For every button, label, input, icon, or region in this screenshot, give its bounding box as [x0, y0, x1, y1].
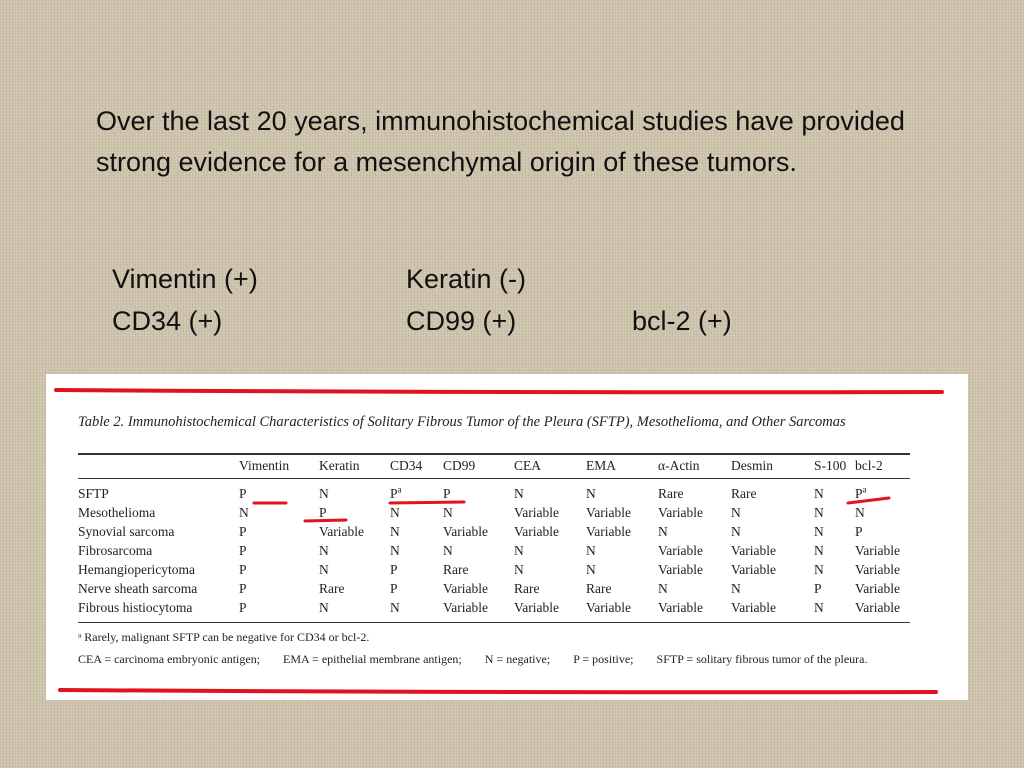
table-cell: N — [319, 600, 329, 615]
abbrev-n: N = negative; — [484, 652, 551, 666]
table-cell: N — [390, 543, 400, 558]
table-cell: N — [390, 524, 400, 539]
table-cell: N — [319, 543, 329, 558]
table-cell: N — [731, 581, 741, 596]
column-header: S-100 — [814, 458, 847, 473]
table-cell: Rare — [658, 486, 684, 501]
marker-vimentin: Vimentin (+) — [112, 264, 258, 294]
abbrev-sftp: SFTP = solitary fibrous tumor of the pleura. — [656, 652, 868, 666]
table-cell: N — [586, 486, 596, 501]
table-cell: Variable — [855, 600, 900, 615]
abbrev-p: P = positive; — [573, 652, 634, 666]
table-caption-number: Table 2. — [78, 414, 125, 430]
column-header: EMA — [586, 458, 616, 473]
table-footnote: ᵃ Rarely, malignant SFTP can be negative for CD34 or bcl-2. — [78, 630, 370, 644]
table-cell: Variable — [855, 543, 900, 558]
table-cell: N — [658, 524, 668, 539]
row-label: SFTP — [78, 486, 109, 501]
table-cell: N — [239, 505, 249, 520]
table-cell: Variable — [514, 600, 559, 615]
marker-cd34: CD34 (+) — [112, 306, 223, 336]
table-cell: N — [443, 543, 453, 558]
table-cell: P — [319, 505, 327, 520]
table-cell: N — [514, 486, 524, 501]
rule-top — [78, 453, 910, 455]
table-cell: Rare — [514, 581, 540, 596]
table-cell: Rare — [319, 581, 345, 596]
red-line-top — [56, 390, 942, 392]
intro-text: Over the last 20 years, immunohistochemical studies have provided strong evidence for a mesenchymal origin of these tumors. — [96, 106, 905, 177]
table-cell: P — [239, 524, 247, 539]
table-cell: N — [390, 505, 400, 520]
table-cell: Variable — [514, 505, 559, 520]
table-cell: N — [814, 486, 824, 501]
table-cell: N — [319, 486, 329, 501]
table-cell: Variable — [731, 562, 776, 577]
table-cell: P — [239, 486, 247, 501]
marker-keratin: Keratin (-) — [406, 264, 527, 294]
table-cell: P — [239, 600, 247, 615]
table-cell: Variable — [443, 581, 488, 596]
table-panel — [46, 374, 968, 700]
row-label: Nerve sheath sarcoma — [78, 581, 198, 596]
table-cell: N — [814, 600, 824, 615]
column-header: CD99 — [443, 458, 476, 473]
table-cell: N — [443, 505, 453, 520]
table-cell: Variable — [658, 543, 703, 558]
table-cell: Variable — [731, 600, 776, 615]
table-cell: Rare — [731, 486, 757, 501]
column-header: bcl-2 — [855, 458, 883, 473]
abbrev-cea: CEA = carcinoma embryonic antigen; — [78, 652, 261, 666]
table-caption-text: Immunohistochemical Characteristics of Solitary Fibrous Tumor of the Pleura (SFTP), Mesothelioma, and Other Sarcomas — [127, 414, 846, 430]
table-cell: P — [814, 581, 822, 596]
row-label: Hemangiopericytoma — [78, 562, 195, 577]
table-cell: Variable — [658, 562, 703, 577]
table-cell: Variable — [855, 581, 900, 596]
row-label: Fibrous histiocytoma — [78, 600, 193, 615]
table-cell: N — [319, 562, 329, 577]
table-cell: P — [239, 543, 247, 558]
table-cell: P — [239, 562, 247, 577]
column-header: Desmin — [731, 458, 773, 473]
table-cell: N — [814, 562, 824, 577]
table-cell: N — [390, 600, 400, 615]
table-cell: Variable — [731, 543, 776, 558]
column-header: Vimentin — [239, 458, 290, 473]
table-cell: Variable — [658, 505, 703, 520]
table-cell: N — [586, 543, 596, 558]
table-cell: P — [390, 562, 398, 577]
table-cell: Variable — [855, 562, 900, 577]
table-cell: N — [814, 524, 824, 539]
table-cell: Variable — [443, 524, 488, 539]
table-cell: Variable — [586, 524, 631, 539]
row-label: Mesothelioma — [78, 505, 156, 520]
table-caption — [78, 414, 908, 431]
table-cell: N — [731, 524, 741, 539]
table-cell: P — [239, 581, 247, 596]
table-cell: Variable — [658, 600, 703, 615]
table-cell: N — [731, 505, 741, 520]
table-cell: P — [443, 486, 451, 501]
table-cell: Variable — [586, 600, 631, 615]
column-header: Keratin — [319, 458, 360, 473]
abbrev-ema: EMA = epithelial membrane antigen; — [283, 652, 462, 666]
table-cell: P — [390, 581, 398, 596]
red-line-bottom — [60, 690, 936, 692]
table-cell: N — [658, 581, 668, 596]
table-cell: N — [855, 505, 865, 520]
underline-cd34-cd99 — [390, 502, 464, 503]
table-cell: N — [514, 562, 524, 577]
table-cell: N — [814, 543, 824, 558]
column-header: α-Actin — [658, 458, 700, 473]
table-cell: $P^a$ — [855, 484, 867, 501]
table-cell: N — [814, 505, 824, 520]
marker-cd99: CD99 (+) — [406, 306, 517, 336]
column-header: CD34 — [390, 458, 423, 473]
table-abbreviations — [78, 652, 918, 667]
table-cell: Rare — [586, 581, 612, 596]
table-cell: Rare — [443, 562, 469, 577]
table-cell: N — [514, 543, 524, 558]
table-cell: Variable — [443, 600, 488, 615]
table-cell: Variable — [514, 524, 559, 539]
table-cell: Variable — [319, 524, 364, 539]
table-cell: Variable — [586, 505, 631, 520]
row-label: Fibrosarcoma — [78, 543, 153, 558]
row-label: Synovial sarcoma — [78, 524, 175, 539]
table-cell: $P^a$ — [390, 484, 402, 501]
rule-bottom — [78, 622, 910, 623]
table-cell: P — [855, 524, 863, 539]
marker-bcl2: bcl-2 (+) — [632, 306, 732, 336]
rule-header — [78, 478, 910, 479]
table-cell: N — [586, 562, 596, 577]
column-header: CEA — [514, 458, 541, 473]
